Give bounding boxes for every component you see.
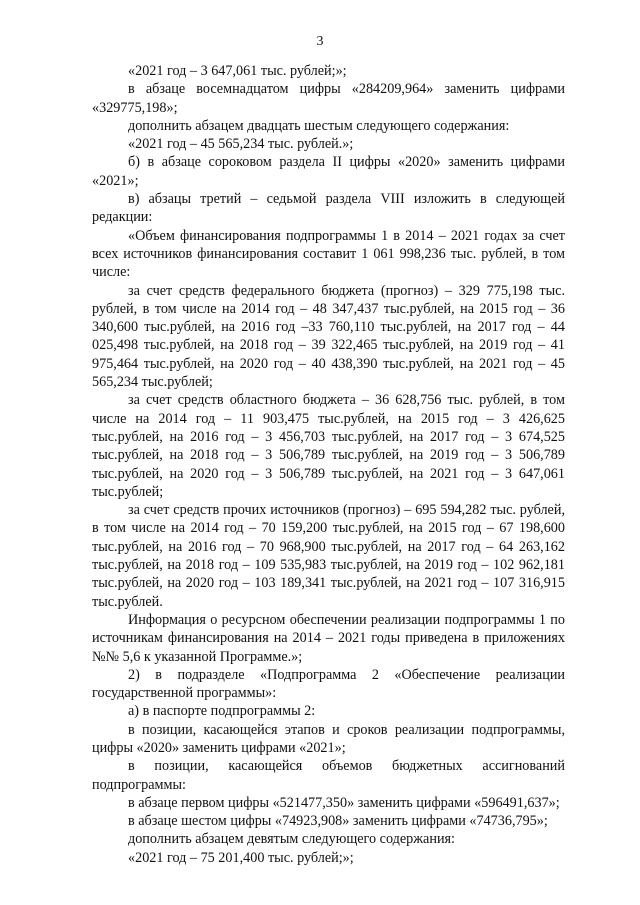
paragraph-16: в абзаце первом цифры «521477,350» заменить цифрами «596491,637»; <box>128 794 560 811</box>
paragraph-15: в позиции, касающейся объемов бюджетных ассигнований подпрограммы: <box>92 758 565 793</box>
paragraph-1: «2021 год – 3 647,061 тыс. рублей;»; <box>128 63 347 79</box>
paragraph-4: «2021 год – 45 565,234 тыс. рублей.»; <box>128 136 354 153</box>
paragraph-9: за счет средств областного бюджета – 36 628,756 тыс. рублей, в том числе на 2014 год – 11 903,475 тыс.рублей, на 2015 год – 3 426,625 тыс.рублей, на 2016 год – 3 456,703 тыс.рублей, на 2017 год – 3 674,525 тыс.рублей, на 2018 год – 3 506,789 тыс.рублей, на 2019 год – 3 506,789 тыс.рублей, на 2020 год – 3 506,789 тыс.рублей, на 2021 год – 3 647,061 тыс.рублей; <box>92 392 565 500</box>
paragraph-13: а) в паспорте подпрограммы 2: <box>128 703 316 720</box>
paragraph-18: дополнить абзацем девятым следующего содержания: <box>128 831 456 848</box>
paragraph-5: б) в абзаце сороковом раздела II цифры «2020» заменить цифрами «2021»; <box>92 154 565 189</box>
document-body <box>92 62 565 867</box>
paragraph-10: за счет средств прочих источников (прогноз) – 695 594,282 тыс. рублей, в том числе на 2014 год – 70 159,200 тыс.рублей, на 2015 год – 67 198,600 тыс.рублей, на 2016 год – 70 968,900 тыс.рублей, на 2017 год – 64 263,162 тыс.рублей, на 2018 год – 109 535,983 тыс.рублей, на 2019 год – 102 962,181 тыс.рублей, на 2020 год – 103 189,341 тыс.рублей, на 2021 год – 107 316,915 тыс.рублей. <box>92 502 565 610</box>
paragraph-14: в позиции, касающейся этапов и сроков реализации подпрограммы, цифры «2020» заменить цифрами «2021»; <box>92 721 565 756</box>
paragraph-19: «2021 год – 75 201,400 тыс. рублей;»; <box>128 849 354 866</box>
paragraph-8: за счет средств федерального бюджета (прогноз) – 329 775,198 тыс. рублей, в том числе на 2014 год – 48 347,437 тыс.рублей, на 2015 год – 36 340,600 тыс.рублей, на 2016 год –33 760,110 тыс.рублей, на 2017 год – 44 025,498 тыс.рублей, на 2018 год – 39 322,465 тыс.рублей, на 2019 год – 41 975,464 тыс.рублей, на 2020 год – 40 438,390 тыс.рублей, на 2021 год – 45 565,234 тыс.рублей; <box>92 282 565 391</box>
paragraph-12: 2) в подразделе «Подпрограмма 2 «Обеспечение реализации государственной программы»: <box>92 666 565 702</box>
paragraph-11: Информация о ресурсном обеспечении реализации подпрограммы 1 по источникам финансирования на 2014 – 2021 годы приведена в приложениях №№ 5,6 к указанной Программе.»; <box>92 611 565 665</box>
paragraph-2: в абзаце восемнадцатом цифры «284209,964» заменить цифрами «329775,198»; <box>92 81 565 116</box>
paragraph-17: в абзаце шестом цифры «74923,908» заменить цифрами «74736,795»; <box>128 813 548 830</box>
page-number: 3 <box>316 34 324 49</box>
paragraph-7: «Объем финансирования подпрограммы 1 в 2014 – 2021 годах за счет всех источников финансирования составит 1 061 998,236 тыс. рублей, в том числе: <box>92 227 565 281</box>
paragraph-3: дополнить абзацем двадцать шестым следующего содержания: <box>128 117 510 134</box>
paragraph-6: в) абзацы третий – седьмой раздела VIII изложить в следующей редакции: <box>92 191 565 226</box>
